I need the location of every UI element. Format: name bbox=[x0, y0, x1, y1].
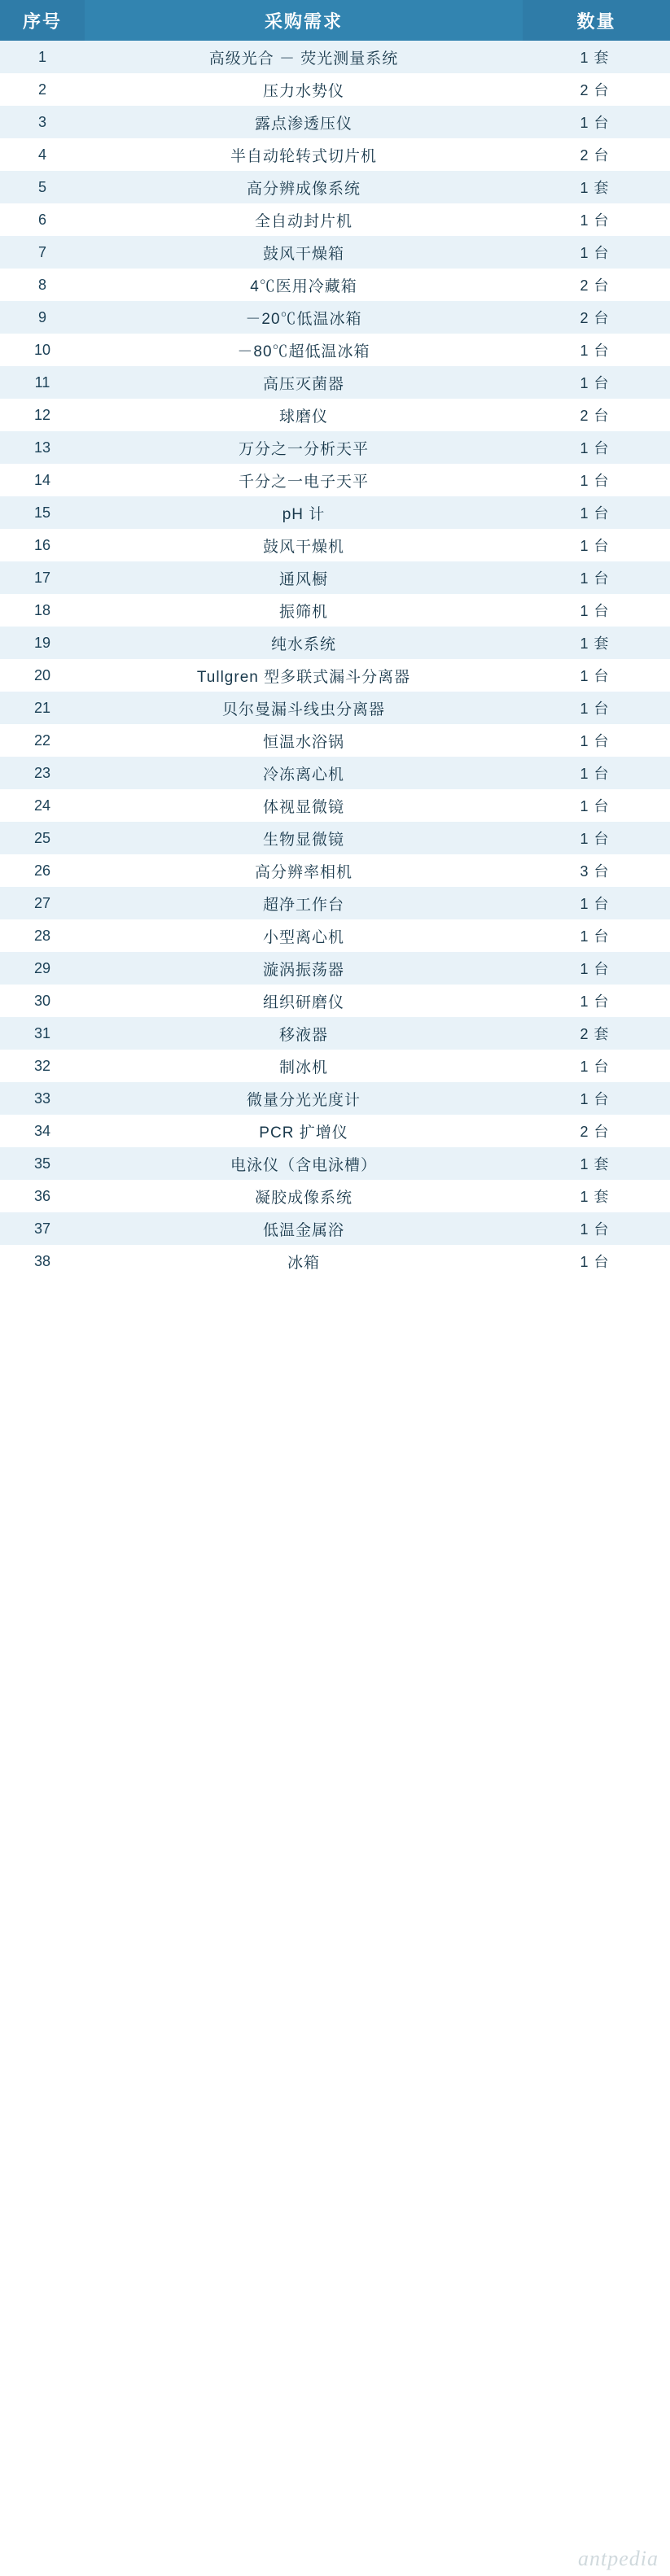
quantity-unit: 台 bbox=[593, 310, 609, 326]
quantity-unit: 台 bbox=[593, 961, 609, 977]
quantity-number: 1 bbox=[580, 766, 589, 782]
table-body bbox=[0, 41, 670, 1277]
cell-index: 18 bbox=[0, 594, 85, 627]
cell-item: 压力水势仪 bbox=[85, 73, 523, 106]
quantity-number: 1 bbox=[580, 603, 589, 619]
cell-index: 32 bbox=[0, 1050, 85, 1082]
cell-item: 露点渗透压仪 bbox=[85, 106, 523, 138]
table-row bbox=[0, 887, 670, 919]
cell-item: 微量分光光度计 bbox=[85, 1082, 523, 1115]
cell-item: 凝胶成像系统 bbox=[85, 1180, 523, 1212]
quantity-number: 1 bbox=[580, 570, 589, 587]
quantity-group bbox=[565, 535, 628, 556]
quantity-unit: 台 bbox=[593, 82, 609, 98]
quantity-number: 2 bbox=[580, 1026, 589, 1042]
cell-index: 8 bbox=[0, 269, 85, 301]
cell-index: 1 bbox=[0, 41, 85, 73]
cell-quantity bbox=[523, 1212, 670, 1245]
table-row bbox=[0, 952, 670, 985]
table-row bbox=[0, 1082, 670, 1115]
quantity-number: 1 bbox=[580, 798, 589, 814]
cell-index: 3 bbox=[0, 106, 85, 138]
quantity-group bbox=[565, 1120, 628, 1142]
table-row bbox=[0, 334, 670, 366]
table-row bbox=[0, 496, 670, 529]
cell-quantity bbox=[523, 41, 670, 73]
table-row bbox=[0, 985, 670, 1017]
cell-index: 26 bbox=[0, 854, 85, 887]
cell-item: 小型离心机 bbox=[85, 919, 523, 952]
cell-quantity bbox=[523, 822, 670, 854]
quantity-number: 1 bbox=[580, 440, 589, 456]
quantity-number: 1 bbox=[580, 1221, 589, 1238]
quantity-group bbox=[565, 469, 628, 491]
quantity-number: 1 bbox=[580, 538, 589, 554]
table-row bbox=[0, 431, 670, 464]
table-row bbox=[0, 1147, 670, 1180]
quantity-group bbox=[565, 632, 628, 653]
quantity-unit: 台 bbox=[593, 505, 609, 522]
quantity-group bbox=[565, 339, 628, 360]
quantity-group bbox=[565, 502, 628, 523]
cell-item: 生物显微镜 bbox=[85, 822, 523, 854]
cell-item: 纯水系统 bbox=[85, 627, 523, 659]
cell-item: －20℃低温冰箱 bbox=[85, 301, 523, 334]
cell-item: pH 计 bbox=[85, 496, 523, 529]
cell-item: 制冰机 bbox=[85, 1050, 523, 1082]
cell-item: 鼓风干燥机 bbox=[85, 529, 523, 561]
quantity-unit: 套 bbox=[593, 635, 609, 652]
cell-index: 33 bbox=[0, 1082, 85, 1115]
cell-quantity bbox=[523, 529, 670, 561]
quantity-number: 2 bbox=[580, 277, 589, 294]
quantity-unit: 台 bbox=[593, 993, 609, 1010]
quantity-group bbox=[565, 827, 628, 849]
cell-item: 恒温水浴锅 bbox=[85, 724, 523, 757]
cell-index: 5 bbox=[0, 171, 85, 203]
quantity-number: 1 bbox=[580, 1189, 589, 1205]
quantity-number: 1 bbox=[580, 896, 589, 912]
quantity-group bbox=[565, 1023, 628, 1044]
quantity-number: 1 bbox=[580, 961, 589, 977]
table-row bbox=[0, 171, 670, 203]
quantity-unit: 台 bbox=[593, 115, 609, 131]
cell-index: 27 bbox=[0, 887, 85, 919]
quantity-group bbox=[565, 372, 628, 393]
quantity-number: 1 bbox=[580, 1059, 589, 1075]
quantity-number: 1 bbox=[580, 212, 589, 229]
cell-item: 冷冻离心机 bbox=[85, 757, 523, 789]
cell-quantity bbox=[523, 301, 670, 334]
quantity-number: 1 bbox=[580, 668, 589, 684]
cell-quantity bbox=[523, 1115, 670, 1147]
table-row bbox=[0, 594, 670, 627]
cell-quantity bbox=[523, 854, 670, 887]
quantity-unit: 套 bbox=[593, 180, 609, 196]
table-row bbox=[0, 106, 670, 138]
cell-item: 低温金属浴 bbox=[85, 1212, 523, 1245]
cell-item: 贝尔曼漏斗线虫分离器 bbox=[85, 692, 523, 724]
quantity-unit: 台 bbox=[593, 570, 609, 587]
cell-index: 15 bbox=[0, 496, 85, 529]
quantity-group bbox=[565, 1088, 628, 1109]
cell-index: 21 bbox=[0, 692, 85, 724]
quantity-unit: 套 bbox=[593, 1156, 609, 1172]
quantity-number: 1 bbox=[580, 993, 589, 1010]
table-row bbox=[0, 73, 670, 106]
column-header-item: 采购需求 bbox=[85, 0, 523, 41]
cell-quantity bbox=[523, 464, 670, 496]
column-header-quantity: 数量 bbox=[523, 0, 670, 41]
quantity-number: 1 bbox=[580, 375, 589, 391]
cell-index: 9 bbox=[0, 301, 85, 334]
cell-item: 4℃医用冷藏箱 bbox=[85, 269, 523, 301]
quantity-group bbox=[565, 762, 628, 784]
cell-item: 千分之一电子天平 bbox=[85, 464, 523, 496]
table-row bbox=[0, 1245, 670, 1277]
quantity-unit: 台 bbox=[593, 408, 609, 424]
quantity-group bbox=[565, 307, 628, 328]
cell-index: 20 bbox=[0, 659, 85, 692]
table-row bbox=[0, 203, 670, 236]
cell-item: 体视显微镜 bbox=[85, 789, 523, 822]
cell-index: 11 bbox=[0, 366, 85, 399]
quantity-number: 1 bbox=[580, 928, 589, 945]
cell-item: 半自动轮转式切片机 bbox=[85, 138, 523, 171]
cell-quantity bbox=[523, 594, 670, 627]
quantity-group bbox=[565, 730, 628, 751]
cell-index: 30 bbox=[0, 985, 85, 1017]
cell-index: 37 bbox=[0, 1212, 85, 1245]
quantity-number: 1 bbox=[580, 180, 589, 196]
table-header bbox=[0, 0, 670, 41]
procurement-table bbox=[0, 0, 670, 1277]
quantity-group bbox=[565, 860, 628, 881]
cell-quantity bbox=[523, 1147, 670, 1180]
cell-item: Tullgren 型多联式漏斗分离器 bbox=[85, 659, 523, 692]
quantity-group bbox=[565, 990, 628, 1011]
table-row bbox=[0, 724, 670, 757]
quantity-group bbox=[565, 274, 628, 295]
cell-quantity bbox=[523, 627, 670, 659]
cell-quantity bbox=[523, 919, 670, 952]
cell-item: 全自动封片机 bbox=[85, 203, 523, 236]
cell-index: 6 bbox=[0, 203, 85, 236]
table-row bbox=[0, 1180, 670, 1212]
table-row bbox=[0, 854, 670, 887]
quantity-group bbox=[565, 665, 628, 686]
cell-item: －80℃超低温冰箱 bbox=[85, 334, 523, 366]
cell-quantity bbox=[523, 399, 670, 431]
quantity-group bbox=[565, 925, 628, 946]
quantity-number: 2 bbox=[580, 82, 589, 98]
cell-item: 冰箱 bbox=[85, 1245, 523, 1277]
cell-index: 38 bbox=[0, 1245, 85, 1277]
quantity-group bbox=[565, 567, 628, 588]
quantity-group bbox=[565, 1251, 628, 1272]
quantity-unit: 台 bbox=[593, 1254, 609, 1270]
quantity-unit: 台 bbox=[593, 1091, 609, 1107]
cell-index: 10 bbox=[0, 334, 85, 366]
table-row bbox=[0, 236, 670, 269]
cell-item: 鼓风干燥箱 bbox=[85, 236, 523, 269]
cell-index: 23 bbox=[0, 757, 85, 789]
quantity-group bbox=[565, 697, 628, 718]
quantity-unit: 台 bbox=[593, 798, 609, 814]
quantity-group bbox=[565, 46, 628, 68]
cell-item: 万分之一分析天平 bbox=[85, 431, 523, 464]
table-row bbox=[0, 529, 670, 561]
cell-quantity bbox=[523, 496, 670, 529]
table-row bbox=[0, 399, 670, 431]
quantity-group bbox=[565, 1153, 628, 1174]
quantity-group bbox=[565, 144, 628, 165]
cell-index: 13 bbox=[0, 431, 85, 464]
quantity-group bbox=[565, 1185, 628, 1207]
cell-index: 2 bbox=[0, 73, 85, 106]
quantity-number: 1 bbox=[580, 733, 589, 749]
quantity-group bbox=[565, 600, 628, 621]
quantity-unit: 台 bbox=[593, 733, 609, 749]
cell-item: 超净工作台 bbox=[85, 887, 523, 919]
cell-quantity bbox=[523, 138, 670, 171]
cell-quantity bbox=[523, 203, 670, 236]
cell-quantity bbox=[523, 236, 670, 269]
quantity-number: 2 bbox=[580, 1124, 589, 1140]
quantity-unit: 台 bbox=[593, 766, 609, 782]
cell-quantity bbox=[523, 561, 670, 594]
table-header-row bbox=[0, 0, 670, 41]
cell-quantity bbox=[523, 269, 670, 301]
table-row bbox=[0, 366, 670, 399]
cell-quantity bbox=[523, 952, 670, 985]
table-row bbox=[0, 138, 670, 171]
column-header-index: 序号 bbox=[0, 0, 85, 41]
table-row bbox=[0, 269, 670, 301]
quantity-unit: 台 bbox=[593, 147, 609, 164]
table-row bbox=[0, 1212, 670, 1245]
table-row bbox=[0, 301, 670, 334]
table-row bbox=[0, 789, 670, 822]
table-row bbox=[0, 919, 670, 952]
cell-item: 漩涡振荡器 bbox=[85, 952, 523, 985]
quantity-unit: 台 bbox=[593, 538, 609, 554]
watermark: antpedia bbox=[578, 2547, 659, 2570]
cell-item: 高压灭菌器 bbox=[85, 366, 523, 399]
cell-index: 24 bbox=[0, 789, 85, 822]
cell-index: 17 bbox=[0, 561, 85, 594]
cell-quantity bbox=[523, 757, 670, 789]
quantity-unit: 台 bbox=[593, 343, 609, 359]
table-row bbox=[0, 822, 670, 854]
quantity-unit: 台 bbox=[593, 440, 609, 456]
cell-index: 7 bbox=[0, 236, 85, 269]
quantity-unit: 台 bbox=[593, 668, 609, 684]
quantity-group bbox=[565, 111, 628, 133]
quantity-number: 1 bbox=[580, 505, 589, 522]
quantity-group bbox=[565, 242, 628, 263]
quantity-unit: 台 bbox=[593, 863, 609, 880]
quantity-unit: 台 bbox=[593, 896, 609, 912]
quantity-number: 1 bbox=[580, 115, 589, 131]
cell-quantity bbox=[523, 1245, 670, 1277]
cell-item: 球磨仪 bbox=[85, 399, 523, 431]
cell-index: 4 bbox=[0, 138, 85, 171]
quantity-unit: 台 bbox=[593, 245, 609, 261]
quantity-unit: 台 bbox=[593, 375, 609, 391]
cell-quantity bbox=[523, 1180, 670, 1212]
table-row bbox=[0, 757, 670, 789]
table-row bbox=[0, 692, 670, 724]
quantity-unit: 套 bbox=[593, 1189, 609, 1205]
table-row bbox=[0, 627, 670, 659]
quantity-unit: 台 bbox=[593, 1059, 609, 1075]
quantity-number: 2 bbox=[580, 310, 589, 326]
cell-quantity bbox=[523, 106, 670, 138]
cell-quantity bbox=[523, 1082, 670, 1115]
cell-quantity bbox=[523, 171, 670, 203]
quantity-number: 3 bbox=[580, 863, 589, 880]
cell-quantity bbox=[523, 1050, 670, 1082]
quantity-number: 1 bbox=[580, 1091, 589, 1107]
cell-index: 36 bbox=[0, 1180, 85, 1212]
quantity-unit: 台 bbox=[593, 701, 609, 717]
table-row bbox=[0, 1017, 670, 1050]
cell-index: 34 bbox=[0, 1115, 85, 1147]
quantity-group bbox=[565, 209, 628, 230]
cell-item: 高级光合 － 荧光测量系统 bbox=[85, 41, 523, 73]
quantity-unit: 台 bbox=[593, 1124, 609, 1140]
quantity-unit: 台 bbox=[593, 277, 609, 294]
cell-item: 高分辨率相机 bbox=[85, 854, 523, 887]
quantity-group bbox=[565, 1055, 628, 1076]
cell-index: 22 bbox=[0, 724, 85, 757]
table-row bbox=[0, 1050, 670, 1082]
cell-index: 12 bbox=[0, 399, 85, 431]
quantity-number: 1 bbox=[580, 245, 589, 261]
cell-item: 组织研磨仪 bbox=[85, 985, 523, 1017]
quantity-unit: 套 bbox=[593, 1026, 609, 1042]
table-row bbox=[0, 464, 670, 496]
cell-item: PCR 扩增仪 bbox=[85, 1115, 523, 1147]
quantity-number: 1 bbox=[580, 1156, 589, 1172]
quantity-number: 1 bbox=[580, 635, 589, 652]
cell-item: 电泳仪（含电泳槽） bbox=[85, 1147, 523, 1180]
cell-index: 16 bbox=[0, 529, 85, 561]
quantity-group bbox=[565, 795, 628, 816]
cell-quantity bbox=[523, 334, 670, 366]
cell-index: 29 bbox=[0, 952, 85, 985]
cell-quantity bbox=[523, 887, 670, 919]
cell-quantity bbox=[523, 985, 670, 1017]
quantity-number: 1 bbox=[580, 1254, 589, 1270]
cell-item: 振筛机 bbox=[85, 594, 523, 627]
cell-quantity bbox=[523, 724, 670, 757]
quantity-unit: 台 bbox=[593, 928, 609, 945]
quantity-group bbox=[565, 893, 628, 914]
cell-quantity bbox=[523, 659, 670, 692]
cell-index: 19 bbox=[0, 627, 85, 659]
quantity-group bbox=[565, 958, 628, 979]
quantity-group bbox=[565, 177, 628, 198]
table-row bbox=[0, 659, 670, 692]
quantity-number: 1 bbox=[580, 50, 589, 66]
quantity-group bbox=[565, 404, 628, 426]
cell-quantity bbox=[523, 789, 670, 822]
cell-quantity bbox=[523, 692, 670, 724]
cell-index: 25 bbox=[0, 822, 85, 854]
table-row bbox=[0, 1115, 670, 1147]
cell-item: 移液器 bbox=[85, 1017, 523, 1050]
quantity-group bbox=[565, 437, 628, 458]
cell-quantity bbox=[523, 431, 670, 464]
quantity-number: 2 bbox=[580, 147, 589, 164]
quantity-unit: 台 bbox=[593, 212, 609, 229]
quantity-unit: 台 bbox=[593, 1221, 609, 1238]
cell-index: 28 bbox=[0, 919, 85, 952]
quantity-unit: 台 bbox=[593, 473, 609, 489]
cell-quantity bbox=[523, 366, 670, 399]
quantity-unit: 台 bbox=[593, 831, 609, 847]
quantity-unit: 套 bbox=[593, 50, 609, 66]
cell-index: 31 bbox=[0, 1017, 85, 1050]
quantity-number: 1 bbox=[580, 831, 589, 847]
table-row bbox=[0, 561, 670, 594]
cell-index: 35 bbox=[0, 1147, 85, 1180]
quantity-unit: 台 bbox=[593, 603, 609, 619]
quantity-number: 1 bbox=[580, 701, 589, 717]
quantity-group bbox=[565, 79, 628, 100]
cell-quantity bbox=[523, 73, 670, 106]
quantity-number: 1 bbox=[580, 343, 589, 359]
table-row bbox=[0, 41, 670, 73]
cell-index: 14 bbox=[0, 464, 85, 496]
quantity-number: 2 bbox=[580, 408, 589, 424]
cell-quantity bbox=[523, 1017, 670, 1050]
quantity-number: 1 bbox=[580, 473, 589, 489]
cell-item: 通风橱 bbox=[85, 561, 523, 594]
cell-item: 高分辨成像系统 bbox=[85, 171, 523, 203]
quantity-group bbox=[565, 1218, 628, 1239]
